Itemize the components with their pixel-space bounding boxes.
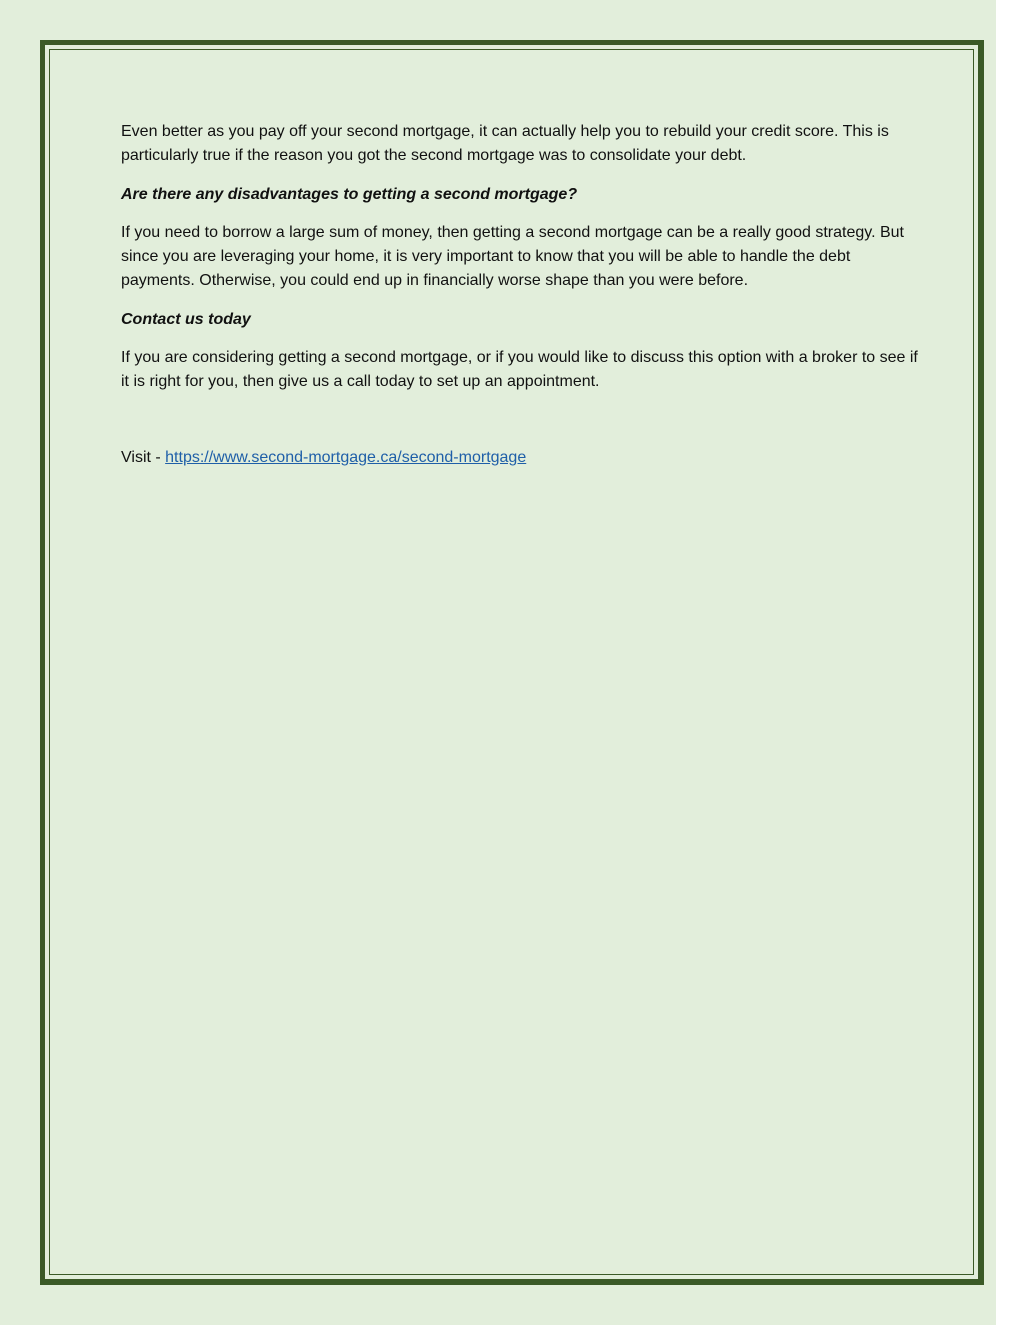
paragraph-contact: If you are considering getting a second mortgage, or if you would like to discuss this option with a broker to see if it is right for you, then give us a call today to set up an appointment. bbox=[121, 349, 918, 391]
visit-line bbox=[121, 446, 921, 470]
heading-contact: Contact us today bbox=[121, 310, 251, 328]
heading-disadvantages: Are there any disadvantages to getting a second mortgage? bbox=[121, 185, 578, 203]
paragraph-credit-score: Even better as you pay off your second mortgage, it can actually help you to rebuild your credit score. This is particularly true if the reason you got the second mortgage was to consolidate your debt. bbox=[121, 123, 889, 165]
visit-prefix: Visit - bbox=[121, 448, 166, 466]
paragraph-disadvantages: If you need to borrow a large sum of money, then getting a second mortgage can be a really good strategy. But since you are leveraging your home, it is very important to know that you will be able to handle the debt payments. Otherwise, you could end up in financially worse shape than you were before. bbox=[121, 223, 904, 290]
document-body bbox=[121, 120, 921, 484]
website-link[interactable]: https://www.second-mortgage.ca/second-mortgage bbox=[165, 448, 527, 466]
